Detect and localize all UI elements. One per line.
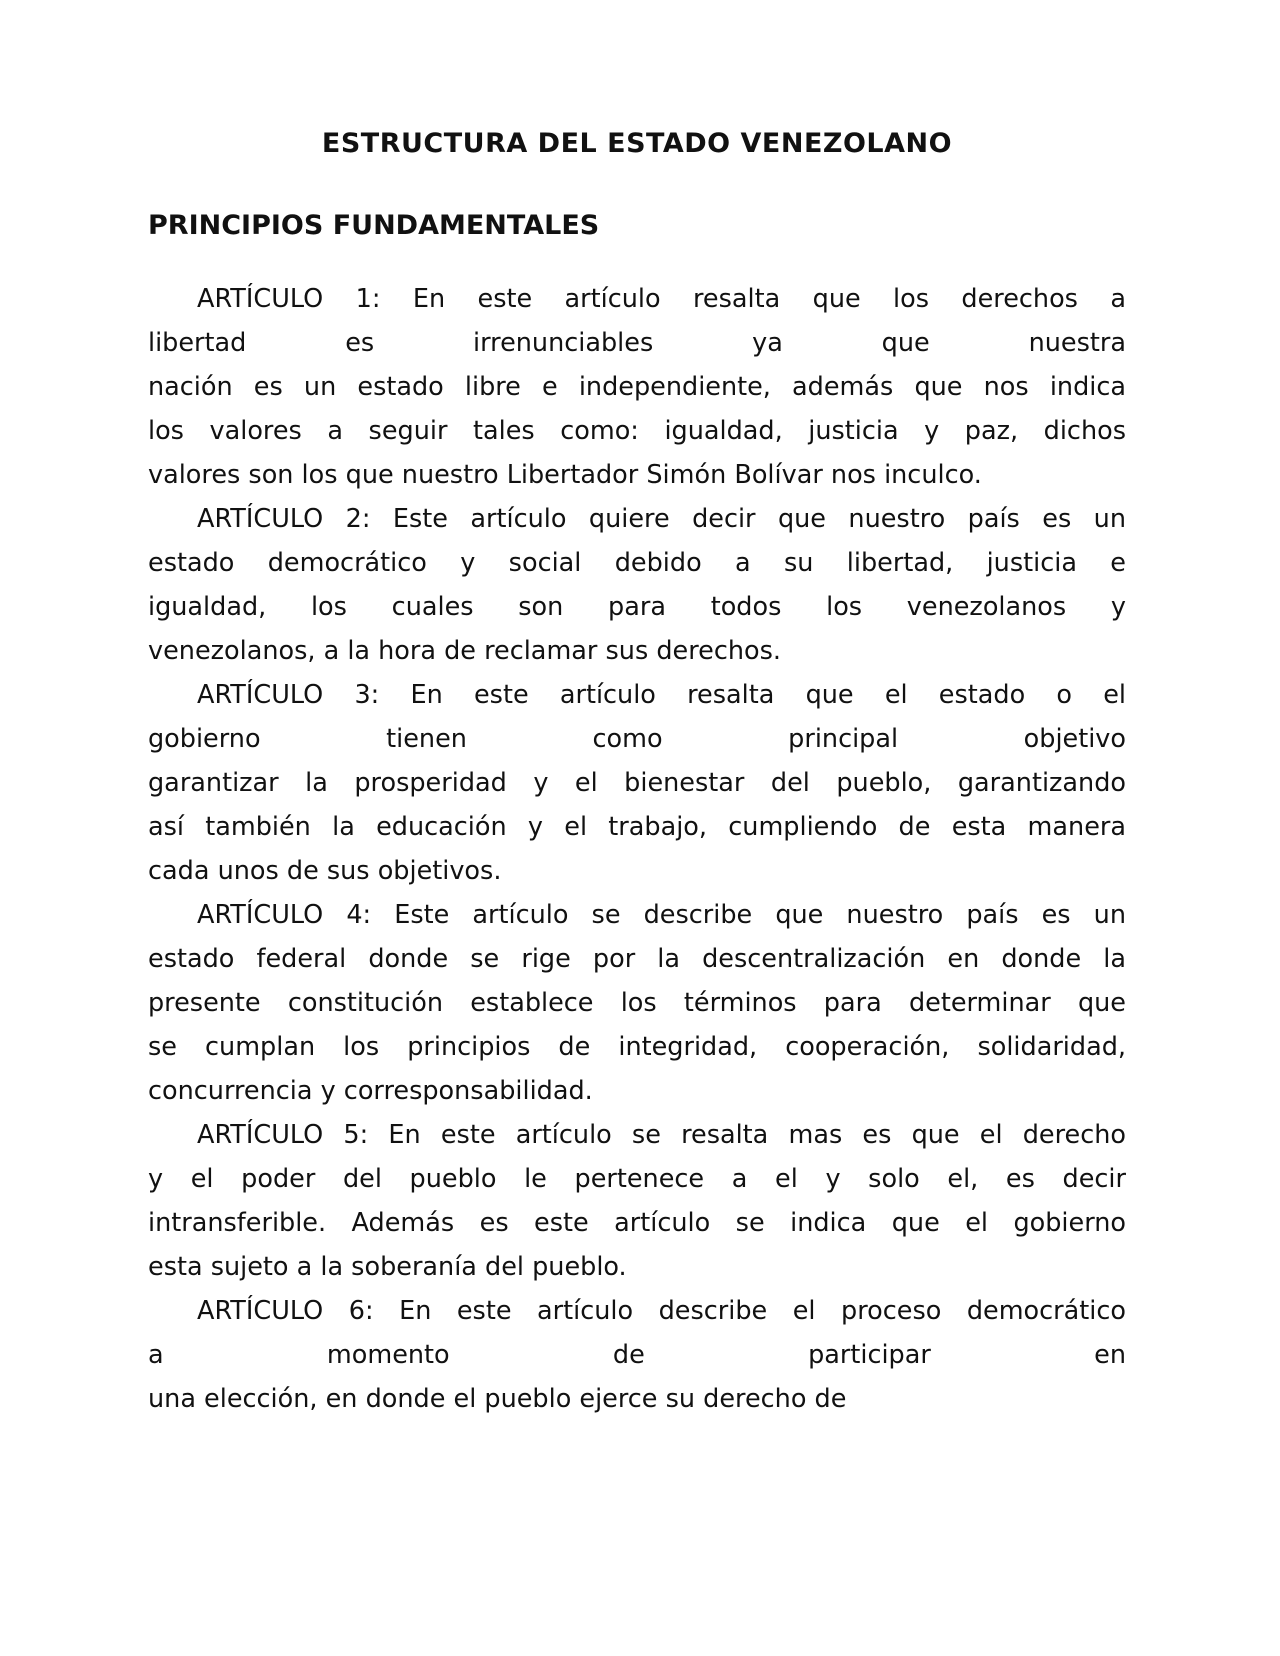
text-line: una elección, en donde el pueblo ejerce su derecho de: [148, 1384, 847, 1414]
text-line: ARTÍCULO 3: En este artículo resalta que el estado o el: [197, 680, 1126, 710]
article-5-paragraph: [148, 1113, 1126, 1289]
text-line: ARTÍCULO 6: En este artículo describe el proceso democrático: [197, 1296, 1126, 1326]
text-line: ARTÍCULO 2: Este artículo quiere decir que nuestro país es un: [197, 504, 1126, 534]
text-line: así también la educación y el trabajo, cumpliendo de esta manera: [148, 812, 1126, 842]
text-line: igualdad, los cuales son para todos los venezolanos y: [148, 592, 1126, 622]
text-line: libertad es irrenunciables ya que nuestra: [148, 328, 1126, 358]
document-page: [148, 0, 1126, 1656]
text-line: intransferible. Además es este artículo se indica que el gobierno: [148, 1208, 1126, 1238]
document-body: [148, 277, 1126, 1421]
text-line: se cumplan los principios de integridad, cooperación, solidaridad,: [148, 1032, 1126, 1062]
text-line: los valores a seguir tales como: igualdad, justicia y paz, dichos: [148, 416, 1126, 446]
text-line: valores son los que nuestro Libertador Simón Bolívar nos inculco.: [148, 460, 982, 490]
text-line: concurrencia y corresponsabilidad.: [148, 1076, 593, 1106]
article-1-paragraph: [148, 277, 1126, 497]
section-heading: PRINCIPIOS FUNDAMENTALES: [148, 210, 600, 241]
text-line: estado federal donde se rige por la descentralización en donde la: [148, 944, 1126, 974]
text-line: ARTÍCULO 5: En este artículo se resalta mas es que el derecho: [197, 1120, 1126, 1150]
text-line: gobierno tienen como principal objetivo: [148, 724, 1126, 754]
text-line: ARTÍCULO 1: En este artículo resalta que los derechos a: [197, 284, 1126, 314]
article-2-paragraph: [148, 497, 1126, 673]
text-line: presente constitución establece los términos para determinar que: [148, 988, 1126, 1018]
text-line: garantizar la prosperidad y el bienestar del pueblo, garantizando: [148, 768, 1126, 798]
text-line: estado democrático y social debido a su libertad, justicia e: [148, 548, 1126, 578]
document-title: ESTRUCTURA DEL ESTADO VENEZOLANO: [321, 128, 953, 159]
text-line: nación es un estado libre e independiente, además que nos indica: [148, 372, 1126, 402]
text-line: a momento de participar en: [148, 1340, 1126, 1370]
text-line: y el poder del pueblo le pertenece a el y solo el, es decir: [148, 1164, 1126, 1194]
article-3-paragraph: [148, 673, 1126, 893]
text-line: venezolanos, a la hora de reclamar sus derechos.: [148, 636, 781, 666]
text-line: ARTÍCULO 4: Este artículo se describe que nuestro país es un: [197, 900, 1126, 930]
text-line: cada unos de sus objetivos.: [148, 856, 502, 886]
article-6-paragraph: [148, 1289, 1126, 1421]
text-line: esta sujeto a la soberanía del pueblo.: [148, 1252, 627, 1282]
article-4-paragraph: [148, 893, 1126, 1113]
